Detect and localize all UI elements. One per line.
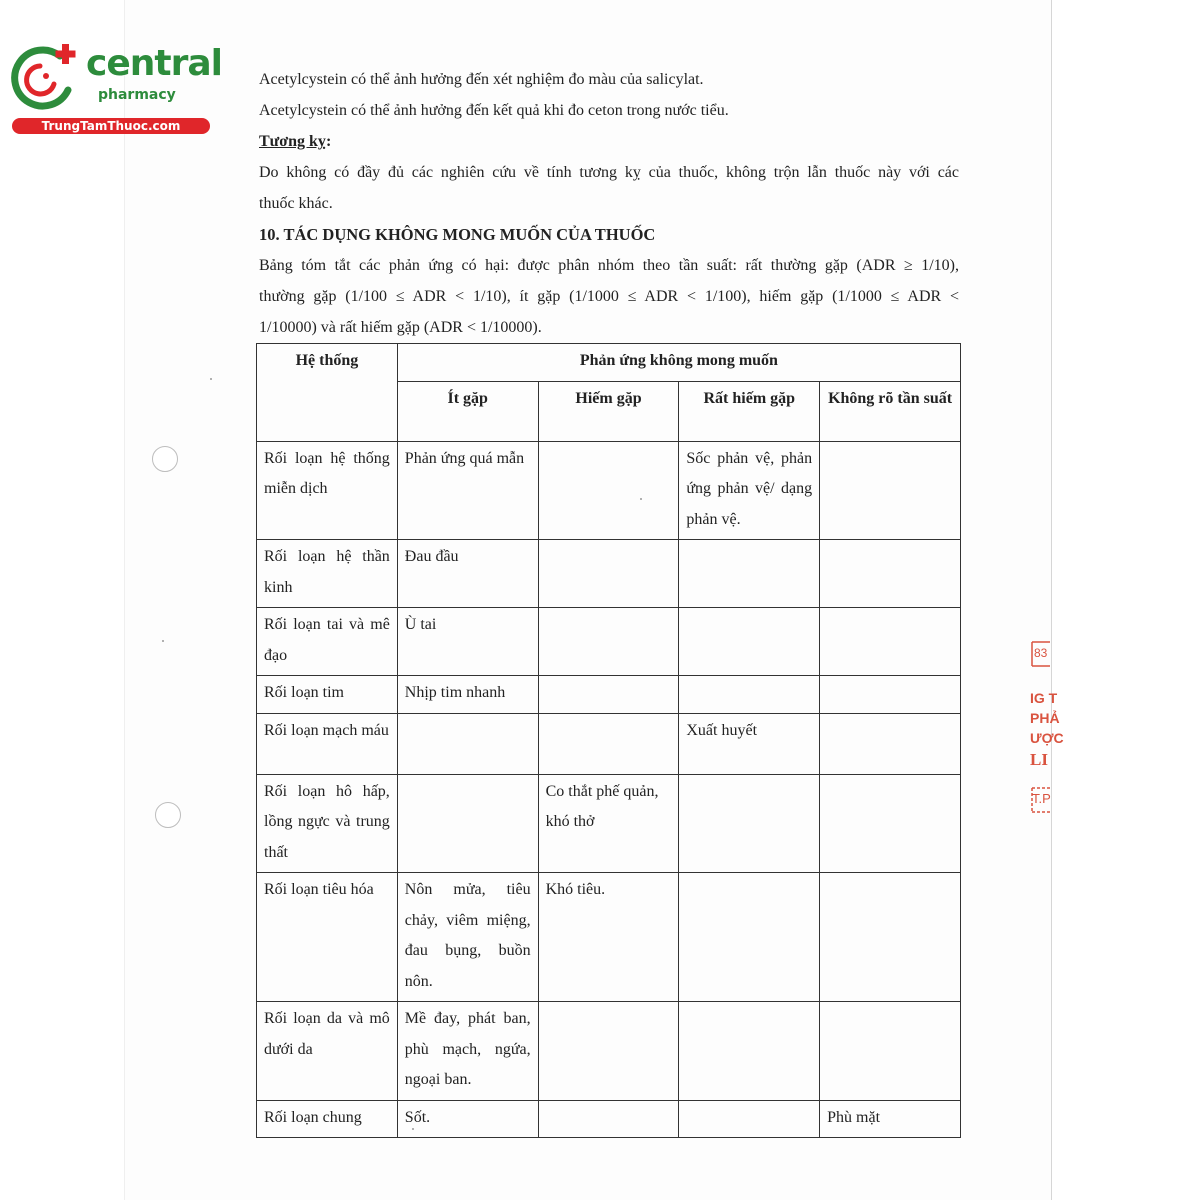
- cell-rare: [538, 713, 679, 774]
- cell-rare: [538, 441, 679, 540]
- central-pharmacy-logo: [10, 38, 222, 138]
- table-row: [257, 608, 961, 676]
- table-row: [257, 1002, 961, 1101]
- cell-uncommon: Phản ứng quá mẫn: [397, 441, 538, 540]
- cell-rare: [538, 540, 679, 608]
- header-unknown: Không rõ tần suất: [820, 381, 961, 441]
- table-row: [257, 540, 961, 608]
- table-header-row: [257, 344, 961, 382]
- cell-unknown: [820, 540, 961, 608]
- pharmacy-cross-logo-icon: [10, 38, 84, 110]
- cell-uncommon: [397, 774, 538, 873]
- incompatibility-text-line1: Do không có đầy đủ các nghiên cứu về tính tương kỵ của thuốc, không trộn lẫn thuốc này với các: [259, 164, 959, 181]
- cell-very-rare: [679, 774, 820, 873]
- cell-uncommon: Nôn mửa, tiêu chảy, viêm miệng, đau bụng, buồn nôn.: [397, 873, 538, 1002]
- stamp-text: ƯỢC: [1030, 730, 1064, 746]
- logo-tagline: pharmacy: [98, 87, 176, 103]
- header-very-rare: Rất hiếm gặp: [679, 381, 820, 441]
- cell-rare: [538, 608, 679, 676]
- punch-hole-top: [152, 446, 178, 472]
- cell-uncommon: Sốt.: [397, 1100, 538, 1138]
- cell-system: Rối loạn hô hấp, lồng ngực và trung thất: [257, 774, 398, 873]
- cell-uncommon: [397, 713, 538, 774]
- header-reactions: Phản ứng không mong muốn: [397, 344, 960, 382]
- cell-very-rare: [679, 873, 820, 1002]
- cell-uncommon: Nhịp tim nhanh: [397, 676, 538, 714]
- cell-unknown: [820, 608, 961, 676]
- cell-system: Rối loạn tim: [257, 676, 398, 714]
- header-uncommon: Ít gặp: [397, 381, 538, 441]
- cell-unknown: [820, 774, 961, 873]
- cell-unknown: [820, 676, 961, 714]
- cell-rare: [538, 1100, 679, 1138]
- cell-very-rare: [679, 1002, 820, 1101]
- cell-very-rare: [679, 540, 820, 608]
- stamp-text: T.P: [1032, 791, 1051, 806]
- cell-unknown: [820, 873, 961, 1002]
- cell-system: Rối loạn da và mô dưới da: [257, 1002, 398, 1101]
- table-row: [257, 441, 961, 540]
- cell-rare: [538, 676, 679, 714]
- cell-unknown: Phù mặt: [820, 1100, 961, 1138]
- summary-line2: thường gặp (1/100 ≤ ADR < 1/10), ít gặp (1/1000 ≤ ADR < 1/100), hiếm gặp (1/1000 ≤ ADR <: [259, 288, 959, 305]
- incompatibility-text-line2: thuốc khác.: [259, 195, 333, 212]
- stamp-text: LI: [1030, 750, 1048, 769]
- paragraph-ketone: Acetylcystein có thể ảnh hưởng đến kết quả khi đo ceton trong nước tiểu.: [259, 102, 729, 119]
- summary-line1: Bảng tóm tắt các phản ứng có hại: được phân nhóm theo tần suất: rất thường gặp (ADR ≥ 1/10),: [259, 257, 959, 274]
- logo-brand-text: central: [86, 43, 222, 84]
- cell-very-rare: [679, 676, 820, 714]
- cell-rare: Co thắt phế quản, khó thở: [538, 774, 679, 873]
- stamp-text: 83: [1034, 646, 1048, 660]
- logo-website-banner: TrungTamThuoc.com: [12, 118, 210, 134]
- cell-system: Rối loạn chung: [257, 1100, 398, 1138]
- table-row: [257, 713, 961, 774]
- cell-very-rare: Xuất huyết: [679, 713, 820, 774]
- paragraph-salicylate: Acetylcystein có thể ảnh hưởng đến xét nghiệm đo màu của salicylat.: [259, 71, 704, 88]
- cell-rare: Khó tiêu.: [538, 873, 679, 1002]
- header-rare: Hiếm gặp: [538, 381, 679, 441]
- cell-system: Rối loạn hệ thần kinh: [257, 540, 398, 608]
- incompatibility-title: [259, 126, 959, 157]
- cell-uncommon: Đau đầu: [397, 540, 538, 608]
- cell-unknown: [820, 441, 961, 540]
- cell-uncommon: Ù tai: [397, 608, 538, 676]
- summary-line3: 1/10000) và rất hiếm gặp (ADR < 1/10000).: [259, 319, 542, 336]
- incompatibility-title-colon: :: [325, 133, 332, 150]
- cell-uncommon: Mề đay, phát ban, phù mạch, ngứa, ngoại ban.: [397, 1002, 538, 1101]
- cell-system: Rối loạn mạch máu: [257, 713, 398, 774]
- scan-speck: [210, 378, 212, 380]
- table-row: [257, 774, 961, 873]
- table-row: [257, 676, 961, 714]
- stamp-text: IG T: [1030, 690, 1058, 706]
- cell-system: Rối loạn hệ thống miễn dịch: [257, 441, 398, 540]
- table-row: [257, 1100, 961, 1138]
- table-row: [257, 873, 961, 1002]
- cell-very-rare: Sốc phản vệ, phản ứng phản vệ/ dạng phản vệ.: [679, 441, 820, 540]
- section-heading-adverse-effects: 10. TÁC DỤNG KHÔNG MONG MUỐN CỦA THUỐC: [259, 225, 656, 244]
- document-body: [259, 64, 959, 343]
- cell-rare: [538, 1002, 679, 1101]
- cell-very-rare: [679, 1100, 820, 1138]
- adverse-reactions-table: [256, 343, 961, 1138]
- cell-system: Rối loạn tiêu hóa: [257, 873, 398, 1002]
- incompatibility-title-text: Tương kỵ: [259, 133, 326, 150]
- scan-speck: [162, 640, 164, 642]
- stamp-text: PHẢ: [1030, 710, 1060, 726]
- cell-unknown: [820, 713, 961, 774]
- punch-hole-bottom: [155, 802, 181, 828]
- cell-system: Rối loạn tai và mê đạo: [257, 608, 398, 676]
- cell-very-rare: [679, 608, 820, 676]
- header-system: Hệ thống: [257, 344, 398, 442]
- cell-unknown: [820, 1002, 961, 1101]
